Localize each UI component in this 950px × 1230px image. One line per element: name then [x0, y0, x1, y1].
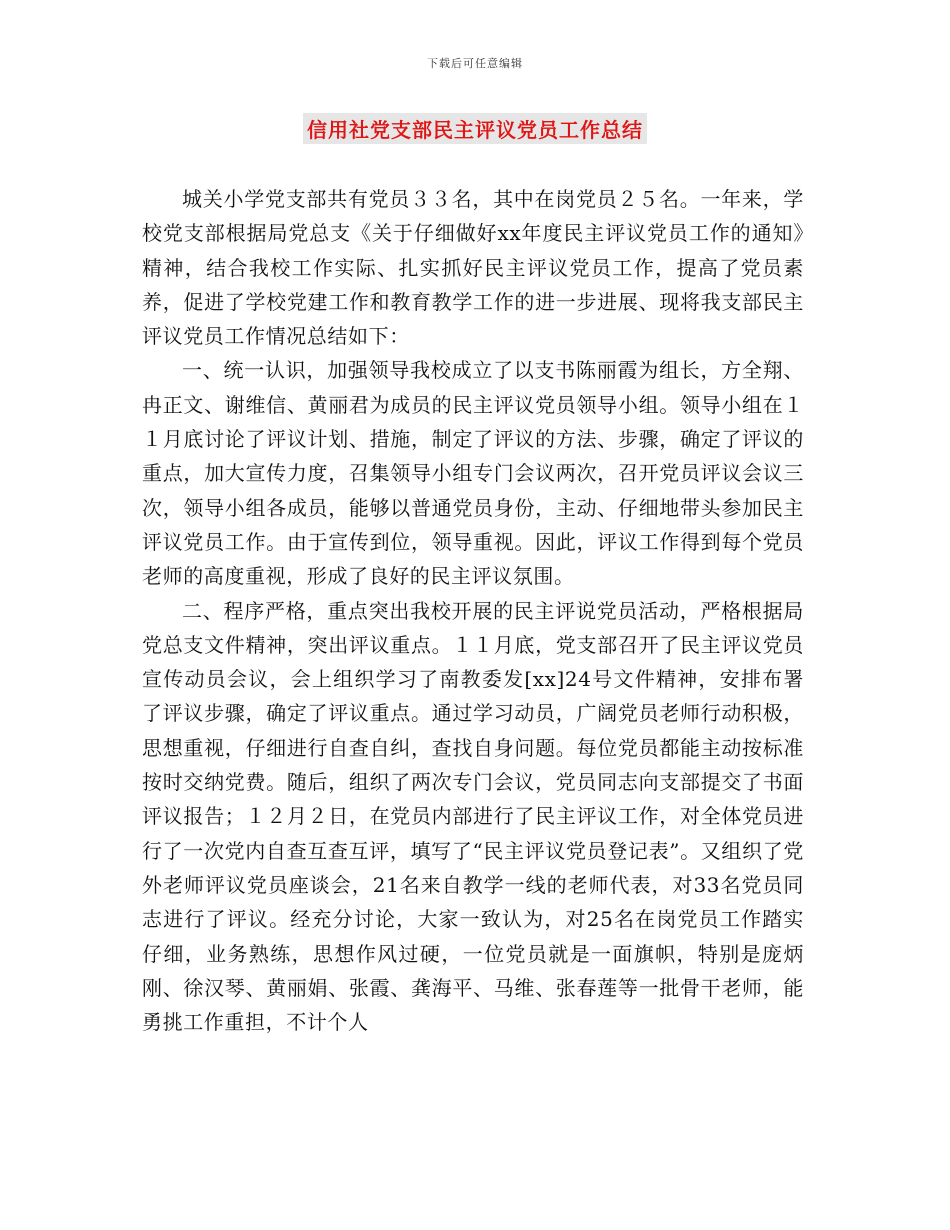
document-body	[142, 182, 804, 1039]
document-title: 信用社党支部民主评议党员工作总结	[303, 113, 647, 144]
title-container	[0, 113, 950, 144]
paragraph-section-2: 二、程序严格，重点突出我校开展的民主评说党员活动，严格根据局党总支文件精神，突出评议重点。１１月底，党支部召开了民主评议党员宣传动员会议，会上组织学习了南教委发[xx]24号文件精神，安排布署了评议步骤，确定了评议重点。通过学习动员，广阔党员老师行动积极，思想重视，仔细进行自查自纠，查找自身问题。每位党员都能主动按标准按时交纳党费。随后，组织了两次专门会议，党员同志向支部提交了书面评议报告；１２月２日，在党员内部进行了民主评议工作，对全体党员进行了一次党内自查互查互评，填写了“民主评议党员登记表”。又组织了党外老师评议党员座谈会，21名来自教学一线的老师代表，对33名党员同志进行了评议。经充分讨论，大家一致认为，对25名在岗党员工作踏实仔细，业务熟练，思想作风过硬，一位党员就是一面旗帜，特别是庞炳刚、徐汉琴、黄丽娟、张霞、龚海平、马维、张春莲等一批骨干老师，能勇挑工作重担，不计个人	[142, 598, 804, 1035]
header-note: 下载后可任意编辑	[427, 57, 523, 70]
paragraph-intro: 城关小学党支部共有党员３３名，其中在岗党员２５名。一年来，学校党支部根据局党总支《关于仔细做好xx年度民主评议党员工作的通知》精神，结合我校工作实际、扎实抓好民主评议党员工作，提高了党员素养，促进了学校党建工作和教育教学工作的进一步进展、现将我支部民主评议党员工作情况总结如下：	[142, 187, 804, 349]
paragraph-section-1: 一、统一认识，加强领导我校成立了以支书陈丽霞为组长，方全翔、冉正文、谢维信、黄丽君为成员的民主评议党员领导小组。领导小组在１１月底讨论了评议计划、措施，制定了评议的方法、步骤，确定了评议的重点，加大宣传力度，召集领导小组专门会议两次，召开党员评议会议三次，领导小组各成员，能够以普通党员身份，主动、仔细地带头参加民主评议党员工作。由于宣传到位，领导重视。因此，评议工作得到每个党员老师的高度重视，形成了良好的民主评议氛围。	[142, 358, 804, 589]
